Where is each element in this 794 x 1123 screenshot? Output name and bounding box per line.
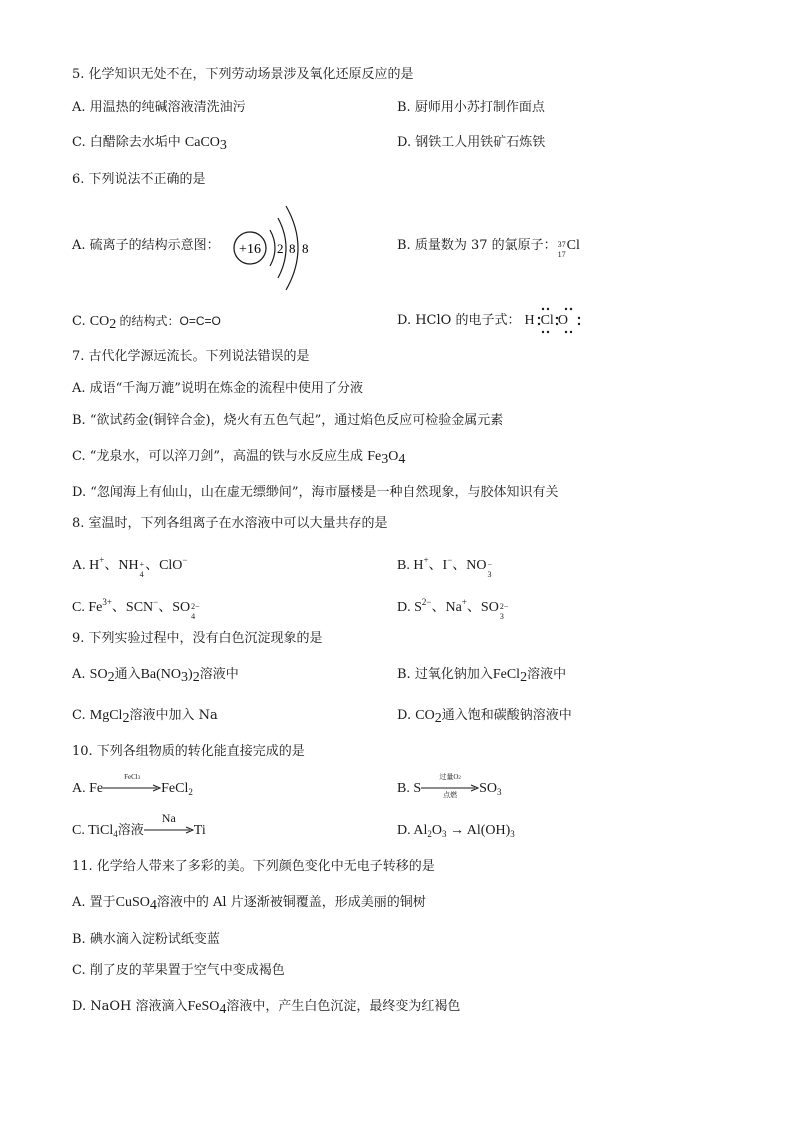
option-text: 溶液中，产生白色沉淀，最终变为红褐色 bbox=[226, 999, 461, 1014]
charge: − bbox=[487, 560, 493, 569]
separator: 、 bbox=[431, 600, 446, 615]
question-10-option-a bbox=[72, 773, 193, 801]
question-7-stem: 7. 古代化学源远流长。下列说法错误的是 bbox=[72, 349, 310, 364]
subscript: 2 bbox=[458, 776, 461, 781]
question-6-stem: 6. 下列说法不正确的是 bbox=[72, 172, 206, 187]
sub-sup bbox=[139, 560, 145, 582]
shell-2-electrons: 8 bbox=[289, 241, 296, 256]
option-label: C. bbox=[72, 600, 89, 615]
question-11-option-a bbox=[72, 894, 426, 915]
option-label: C. bbox=[72, 823, 89, 839]
option-label: C. bbox=[72, 708, 90, 723]
sulfide-ion-structure-diagram bbox=[228, 196, 328, 300]
reaction-arrow-icon: → bbox=[446, 823, 467, 838]
mass-number: 37 bbox=[557, 240, 566, 249]
arrow-condition: Na bbox=[161, 811, 176, 825]
charge: + bbox=[139, 560, 145, 569]
shell-3-electrons: 8 bbox=[302, 241, 309, 256]
option-text: B. 过氧化钠加入 bbox=[397, 667, 493, 682]
question-5-option-c bbox=[72, 134, 227, 155]
formula: SO bbox=[89, 667, 108, 682]
sub-sup bbox=[191, 602, 200, 624]
option-text: 通入饱和碳酸钠溶液中 bbox=[441, 708, 572, 723]
subscript: 2 bbox=[122, 711, 130, 726]
subscript: 4 bbox=[398, 452, 406, 467]
formula: O bbox=[388, 449, 399, 464]
question-10-option-c bbox=[72, 811, 206, 843]
reaction-arrow-icon bbox=[421, 773, 479, 799]
element-symbol: Cl bbox=[566, 238, 580, 253]
question-9-stem: 9. 下列实验过程中，没有白色沉淀现象的是 bbox=[72, 631, 323, 646]
condition-text: FeCl bbox=[124, 773, 138, 781]
option-text: A. 置于 bbox=[72, 895, 116, 910]
charge: 3+ bbox=[102, 597, 112, 607]
formula: S bbox=[413, 781, 422, 797]
question-5-option-d: D. 钢铁工人用铁矿石炼铁 bbox=[397, 135, 546, 150]
question-5-option-b: B. 厨师用小苏打制作面点 bbox=[397, 100, 545, 115]
option-text: B. 质量数为 37 的氯原子： bbox=[397, 238, 557, 253]
question-8-option-a bbox=[72, 551, 188, 582]
option-label: C. bbox=[72, 314, 90, 329]
hydrogen-symbol: H bbox=[524, 313, 535, 328]
formula: Al bbox=[413, 823, 428, 838]
formula: TiCl bbox=[88, 823, 114, 839]
question-11-stem: 11. 化学给人带来了多彩的美。下列颜色变化中无电子转移的是 bbox=[72, 859, 435, 874]
question-9-option-d bbox=[397, 707, 572, 728]
question-9-option-b bbox=[397, 666, 566, 687]
subscript: 2 bbox=[427, 829, 432, 839]
ion: H bbox=[413, 558, 424, 573]
atomic-number: 17 bbox=[557, 250, 566, 259]
formula: Ti bbox=[193, 823, 206, 839]
subscript: 2 bbox=[192, 670, 200, 685]
subscript: 3 bbox=[181, 670, 189, 685]
question-8-option-c bbox=[72, 593, 201, 624]
question-8-option-b bbox=[397, 551, 493, 582]
arrow-condition bbox=[103, 773, 161, 783]
charge: + bbox=[461, 597, 467, 607]
subscript: 3 bbox=[487, 570, 492, 579]
subscript: 4 bbox=[191, 612, 196, 621]
ion: I bbox=[442, 558, 448, 573]
formula: FeSO bbox=[187, 999, 220, 1014]
formula: Fe bbox=[367, 449, 382, 464]
option-text: D. NaOH 溶液滴入 bbox=[72, 999, 188, 1014]
option-text: 通入 bbox=[114, 667, 141, 682]
formula: Fe bbox=[89, 781, 104, 797]
question-6-option-a-label: A. 硫离子的结构示意图： bbox=[72, 238, 220, 253]
formula: CuSO bbox=[115, 895, 150, 910]
question-10-stem: 10. 下列各组物质的转化能直接完成的是 bbox=[72, 744, 305, 759]
question-9-option-a bbox=[72, 666, 239, 687]
question-6-option-c bbox=[72, 312, 221, 334]
subscript: 2 bbox=[434, 711, 442, 726]
subscript: 4 bbox=[219, 1002, 227, 1017]
formula: FeCl bbox=[161, 781, 189, 797]
option-text: 溶液中 bbox=[527, 667, 567, 682]
separator: 、 bbox=[145, 558, 160, 573]
chlorine-symbol: Cl bbox=[540, 313, 554, 328]
question-10-option-d bbox=[397, 822, 515, 843]
option-text: 溶液中加入 Na bbox=[129, 708, 218, 723]
nucleus-charge: +16 bbox=[239, 242, 261, 257]
ion: Fe bbox=[88, 600, 103, 615]
charge: + bbox=[423, 555, 429, 565]
formula: (NO bbox=[156, 667, 182, 682]
option-label: A. bbox=[72, 781, 90, 797]
formula: Al(OH) bbox=[466, 823, 511, 838]
option-label: D. bbox=[397, 600, 415, 615]
ion: SO bbox=[172, 600, 191, 615]
ion: NO bbox=[466, 558, 487, 573]
subscript: 4 bbox=[113, 829, 118, 840]
option-label: B. bbox=[397, 558, 414, 573]
question-7-option-c bbox=[72, 448, 405, 469]
question-7-option-b: B. “欲试药金(铜锌合金)，烧火有五色气起”，通过焰色反应可检验金属元素 bbox=[72, 413, 504, 428]
option-text: D. HClO 的电子式： bbox=[397, 313, 521, 328]
subscript: 3 bbox=[219, 138, 227, 153]
sub-sup bbox=[487, 560, 493, 582]
question-8-option-d bbox=[397, 593, 509, 624]
option-label: A. bbox=[72, 667, 90, 682]
formula: FeCl bbox=[492, 667, 521, 682]
option-label: D. bbox=[397, 708, 416, 723]
separator: 、 bbox=[452, 558, 467, 573]
option-text: 溶液 bbox=[117, 823, 144, 839]
question-9-option-c bbox=[72, 707, 218, 728]
question-7-option-a: A. 成语“千淘万漉”说明在炼金的流程中使用了分液 bbox=[72, 381, 363, 396]
formula: SO bbox=[479, 781, 498, 797]
subscript: 2 bbox=[188, 787, 193, 798]
question-8-stem: 8. 室温时，下列各组离子在水溶液中可以大量共存的是 bbox=[72, 516, 388, 531]
subscript: 3 bbox=[441, 829, 447, 839]
subscript: 3 bbox=[510, 829, 515, 839]
subscript: 4 bbox=[149, 898, 157, 913]
subscript: 3 bbox=[497, 787, 502, 798]
sub-sup bbox=[499, 602, 509, 624]
arrow-condition-bottom: 点燃 bbox=[443, 791, 458, 799]
ion: S bbox=[414, 600, 422, 615]
subscript: 2 bbox=[520, 670, 528, 685]
subscript: 3 bbox=[381, 452, 389, 467]
option-text: 溶液中的 Al 片逐渐被铜覆盖，形成美丽的铜树 bbox=[156, 895, 426, 910]
option-text: 的结构式：O=C=O bbox=[116, 314, 221, 328]
shell-1-electrons: 2 bbox=[277, 241, 284, 256]
option-text: 溶液中 bbox=[199, 667, 239, 682]
subscript: 2 bbox=[109, 317, 117, 332]
charge: − bbox=[447, 555, 453, 565]
formula: CO bbox=[89, 314, 110, 329]
formula: O bbox=[431, 823, 442, 838]
subscript: 4 bbox=[139, 570, 144, 579]
question-5-option-a: A. 用温热的纯碱溶液清洗油污 bbox=[72, 100, 246, 115]
separator: 、 bbox=[428, 558, 443, 573]
ion: ClO bbox=[159, 558, 183, 573]
ion: SO bbox=[480, 600, 499, 615]
option-label: A. bbox=[72, 558, 90, 573]
formula: MgCl bbox=[89, 708, 123, 723]
ion: H bbox=[89, 558, 100, 573]
question-7-option-d: D. “忽闻海上有仙山，山在虚无缥缈间”，海市蜃楼是一种自然现象，与胶体知识有关 bbox=[72, 485, 559, 500]
charge: 2− bbox=[421, 597, 432, 607]
ion: NH bbox=[118, 558, 139, 573]
reaction-arrow-icon bbox=[144, 811, 194, 840]
subscript: 3 bbox=[137, 776, 141, 781]
charge: − bbox=[153, 597, 159, 607]
charge: − bbox=[182, 555, 188, 565]
option-label: B. bbox=[397, 781, 414, 797]
formula: CaCO bbox=[184, 135, 220, 150]
formula: Ba bbox=[140, 667, 157, 682]
formula: ) bbox=[188, 667, 193, 682]
separator: 、 bbox=[158, 600, 173, 615]
ion: SCN bbox=[125, 600, 154, 615]
question-5-stem: 5. 化学知识无处不在，下列劳动场景涉及氧化还原反应的是 bbox=[72, 67, 414, 82]
question-10-option-b bbox=[397, 773, 502, 801]
ion: Na bbox=[445, 600, 462, 615]
subscript: 2 bbox=[107, 670, 115, 685]
formula: CO bbox=[415, 708, 435, 723]
charge: + bbox=[99, 555, 105, 565]
separator: 、 bbox=[111, 600, 126, 615]
separator: 、 bbox=[104, 558, 119, 573]
oxygen-symbol: O bbox=[557, 313, 568, 328]
electron-dots-icon bbox=[535, 306, 585, 336]
nuclide-numbers bbox=[557, 240, 566, 262]
reaction-arrow-icon bbox=[103, 773, 161, 798]
separator: 、 bbox=[466, 600, 481, 615]
option-text: C. 白醋除去水垢中 bbox=[72, 135, 185, 150]
arrow-condition bbox=[421, 773, 479, 783]
condition-text: 过量O bbox=[439, 773, 459, 781]
question-11-option-c: C. 削了皮的苹果置于空气中变成褐色 bbox=[72, 963, 285, 978]
question-11-option-d bbox=[72, 998, 460, 1019]
question-11-option-b: B. 碘水滴入淀粉试纸变蓝 bbox=[72, 932, 220, 947]
option-label: D. bbox=[397, 823, 414, 838]
charge: 2− bbox=[191, 602, 200, 611]
subscript: 3 bbox=[499, 612, 504, 621]
question-6-option-b bbox=[397, 237, 580, 262]
charge: 2− bbox=[499, 602, 509, 611]
option-text: C. “龙泉水，可以淬刀剑”，高温的铁与水反应生成 bbox=[72, 449, 368, 464]
